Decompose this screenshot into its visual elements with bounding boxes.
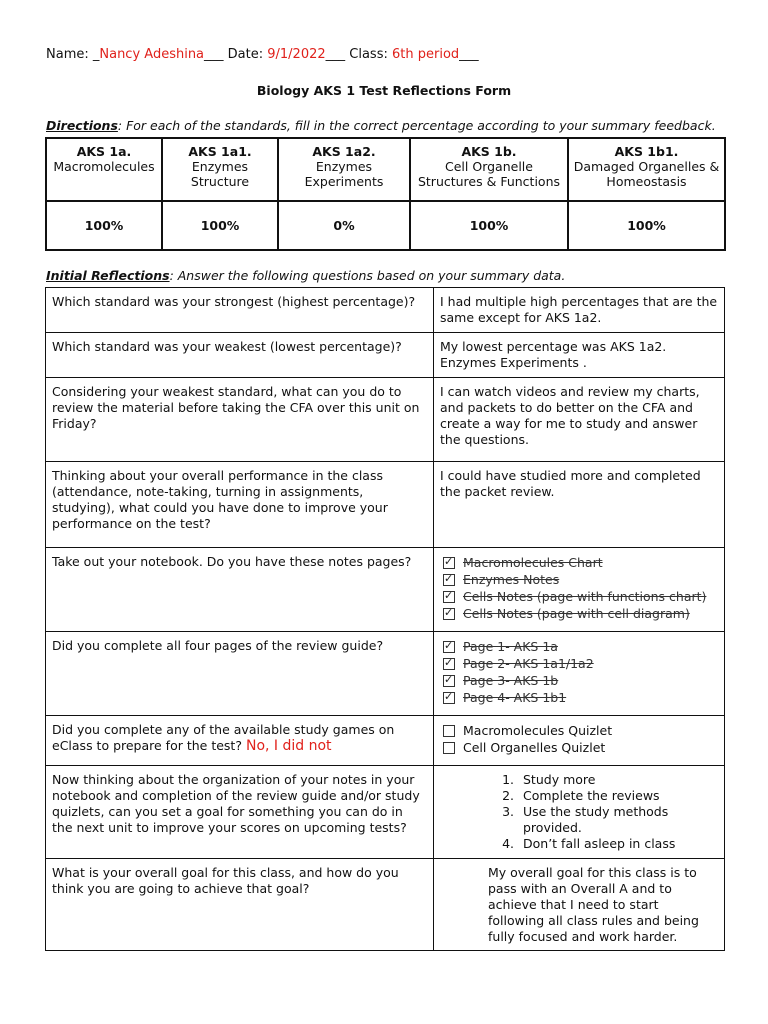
checklist-item[interactable] (440, 655, 718, 672)
class-tail: ___ (459, 47, 479, 62)
answer-text[interactable] (434, 859, 725, 951)
checklist-item[interactable] (440, 672, 718, 689)
unchecked-checkbox-icon[interactable] (443, 725, 455, 737)
score-cell[interactable]: 100% (568, 201, 725, 250)
standard-cell (278, 138, 410, 201)
checklist-item[interactable] (440, 739, 718, 756)
standard-desc: Cell Organelle Structures & Functions (417, 159, 561, 189)
review-guide-checklist (440, 638, 718, 706)
checked-checkbox-icon[interactable] (443, 574, 455, 586)
class-label: ___ Class: (325, 47, 392, 62)
checked-checkbox-icon[interactable] (443, 608, 455, 620)
standard-code: AKS 1a2. (312, 144, 376, 159)
question-text: Which standard was your weakest (lowest percentage)? (46, 333, 434, 378)
standards-header-row (46, 138, 725, 201)
score-cell[interactable]: 0% (278, 201, 410, 250)
standard-desc: Enzymes Experiments (304, 159, 384, 189)
class-value[interactable]: 6th period (392, 47, 460, 62)
answer-text[interactable]: I could have studied more and completed the packet review. (434, 462, 725, 548)
checklist-item[interactable] (440, 605, 718, 622)
answer-text[interactable]: I had multiple high percentages that are the same except for AKS 1a2. (434, 288, 725, 333)
checked-checkbox-icon[interactable] (443, 658, 455, 670)
checklist-item[interactable] (440, 588, 718, 605)
directions-label: Directions (46, 118, 118, 133)
standard-desc: Macromolecules (53, 159, 155, 174)
standard-desc: Damaged Organelles & Homeostasis (573, 159, 720, 189)
question-row (46, 333, 725, 378)
standard-desc: Enzymes Structure (190, 159, 250, 189)
question-row (46, 378, 725, 462)
question-text: Considering your weakest standard, what can you do to review the material before taking the CFA over this unit on Friday? (46, 378, 434, 462)
student-info-line (46, 47, 479, 62)
checklist-label: Page 3- AKS 1b (463, 672, 559, 688)
question-row (46, 716, 725, 766)
initial-reflections-heading (46, 268, 565, 283)
question-body: Did you complete any of the available study games on eClass to prepare for the test? (52, 722, 395, 753)
checklist-label: Enzymes Notes (463, 571, 560, 587)
score-cell[interactable]: 100% (162, 201, 278, 250)
standards-score-row (46, 201, 725, 250)
goal-text[interactable]: Study more (523, 772, 596, 787)
standards-score-table (45, 137, 726, 251)
checked-checkbox-icon[interactable] (443, 591, 455, 603)
checklist-label: Macromolecules Chart (463, 554, 603, 570)
date-label: ___ Date: (204, 47, 268, 62)
standard-cell (568, 138, 725, 201)
standard-code: AKS 1b. (461, 144, 517, 159)
directions-text (46, 118, 716, 133)
goal-item: 1. Study more (502, 772, 596, 787)
question-row (46, 859, 725, 951)
checklist-label: Page 1- AKS 1a (463, 638, 558, 654)
score-cell[interactable]: 100% (410, 201, 568, 250)
question-text (46, 716, 434, 766)
notes-checklist-cell (434, 548, 725, 632)
notes-checklist (440, 554, 718, 622)
goal-text[interactable]: Complete the reviews (523, 788, 660, 803)
question-text: Did you complete all four pages of the review guide? (46, 632, 434, 716)
goals-cell (434, 766, 725, 859)
goal-text[interactable]: Use the study methods provided. (523, 804, 669, 835)
standard-cell (410, 138, 568, 201)
standard-code: AKS 1b1. (614, 144, 679, 159)
form-title: Biology AKS 1 Test Reflections Form (256, 83, 512, 98)
date-value[interactable]: 9/1/2022 (267, 47, 326, 62)
checked-checkbox-icon[interactable] (443, 675, 455, 687)
directions-body: : For each of the standards, fill in the correct percentage according to your summary feedback. (117, 118, 716, 133)
review-checklist-cell (434, 632, 725, 716)
student-name[interactable]: Nancy Adeshina (99, 47, 205, 62)
checklist-item[interactable] (440, 638, 718, 655)
checked-checkbox-icon[interactable] (443, 692, 455, 704)
goal-item: 3. Use the study methods provided. (440, 804, 718, 836)
checklist-label: Page 4- AKS 1b1 (463, 689, 567, 705)
checked-checkbox-icon[interactable] (443, 641, 455, 653)
question-inline-answer[interactable]: No, I did not (245, 738, 332, 754)
question-text: Which standard was your strongest (highest percentage)? (46, 288, 434, 333)
checklist-label: Cells Notes (page with cell diagram) (463, 605, 690, 621)
checklist-label: Cells Notes (page with functions chart) (463, 588, 707, 604)
overall-goal-answer[interactable]: My overall goal for this class is to pass with an Overall A and to achieve that I need to start following all class rules and being fully focused and work harder. (488, 865, 699, 944)
answer-text[interactable]: My lowest percentage was AKS 1a2. Enzymes Experiments . (434, 333, 725, 378)
goal-item: 2. Complete the reviews (502, 788, 660, 803)
study-games-cell (434, 716, 725, 766)
checked-checkbox-icon[interactable] (443, 557, 455, 569)
initial-reflections-body: : Answer the following questions based on your summary data. (169, 268, 566, 283)
question-row (46, 766, 725, 859)
reflection-questions-table (45, 287, 725, 951)
goal-item: 4. Don’t fall asleep in class (502, 836, 676, 851)
checklist-item[interactable] (440, 722, 718, 739)
study-games-checklist (440, 722, 718, 756)
question-text: Take out your notebook. Do you have these notes pages? (46, 548, 434, 632)
answer-text[interactable]: I can watch videos and review my charts, and packets to do better on the CFA and create a way for me to study and answer the questions. (434, 378, 725, 462)
initial-reflections-label: Initial Reflections (46, 268, 170, 283)
question-row (46, 462, 725, 548)
score-cell[interactable]: 100% (46, 201, 162, 250)
question-row (46, 288, 725, 333)
checklist-item[interactable] (440, 554, 718, 571)
name-label: Name: _ (46, 47, 100, 62)
standard-cell (46, 138, 162, 201)
unchecked-checkbox-icon[interactable] (443, 742, 455, 754)
question-text: What is your overall goal for this class, and how do you think you are going to achieve that goal? (46, 859, 434, 951)
goal-text[interactable]: Don’t fall asleep in class (523, 836, 676, 851)
question-text: Now thinking about the organization of your notes in your notebook and completion of the review guide and/or study quizlets, can you set a goal for something you can do in the next unit to improve your scores on upcoming tests? (46, 766, 434, 859)
checklist-item[interactable] (440, 689, 718, 706)
checklist-label: Page 2- AKS 1a1/1a2 (463, 655, 594, 671)
checklist-item[interactable] (440, 571, 718, 588)
question-row (46, 632, 725, 716)
question-text: Thinking about your overall performance in the class (attendance, note-taking, turning in assignments, studying), what could you have done to improve your performance on the test? (46, 462, 434, 548)
goals-list (440, 772, 718, 852)
standard-code: AKS 1a1. (188, 144, 252, 159)
standard-cell (162, 138, 278, 201)
checklist-label: Cell Organelles Quizlet (463, 739, 606, 755)
checklist-label: Macromolecules Quizlet (463, 722, 613, 738)
standard-code: AKS 1a. (76, 144, 132, 159)
question-row (46, 548, 725, 632)
